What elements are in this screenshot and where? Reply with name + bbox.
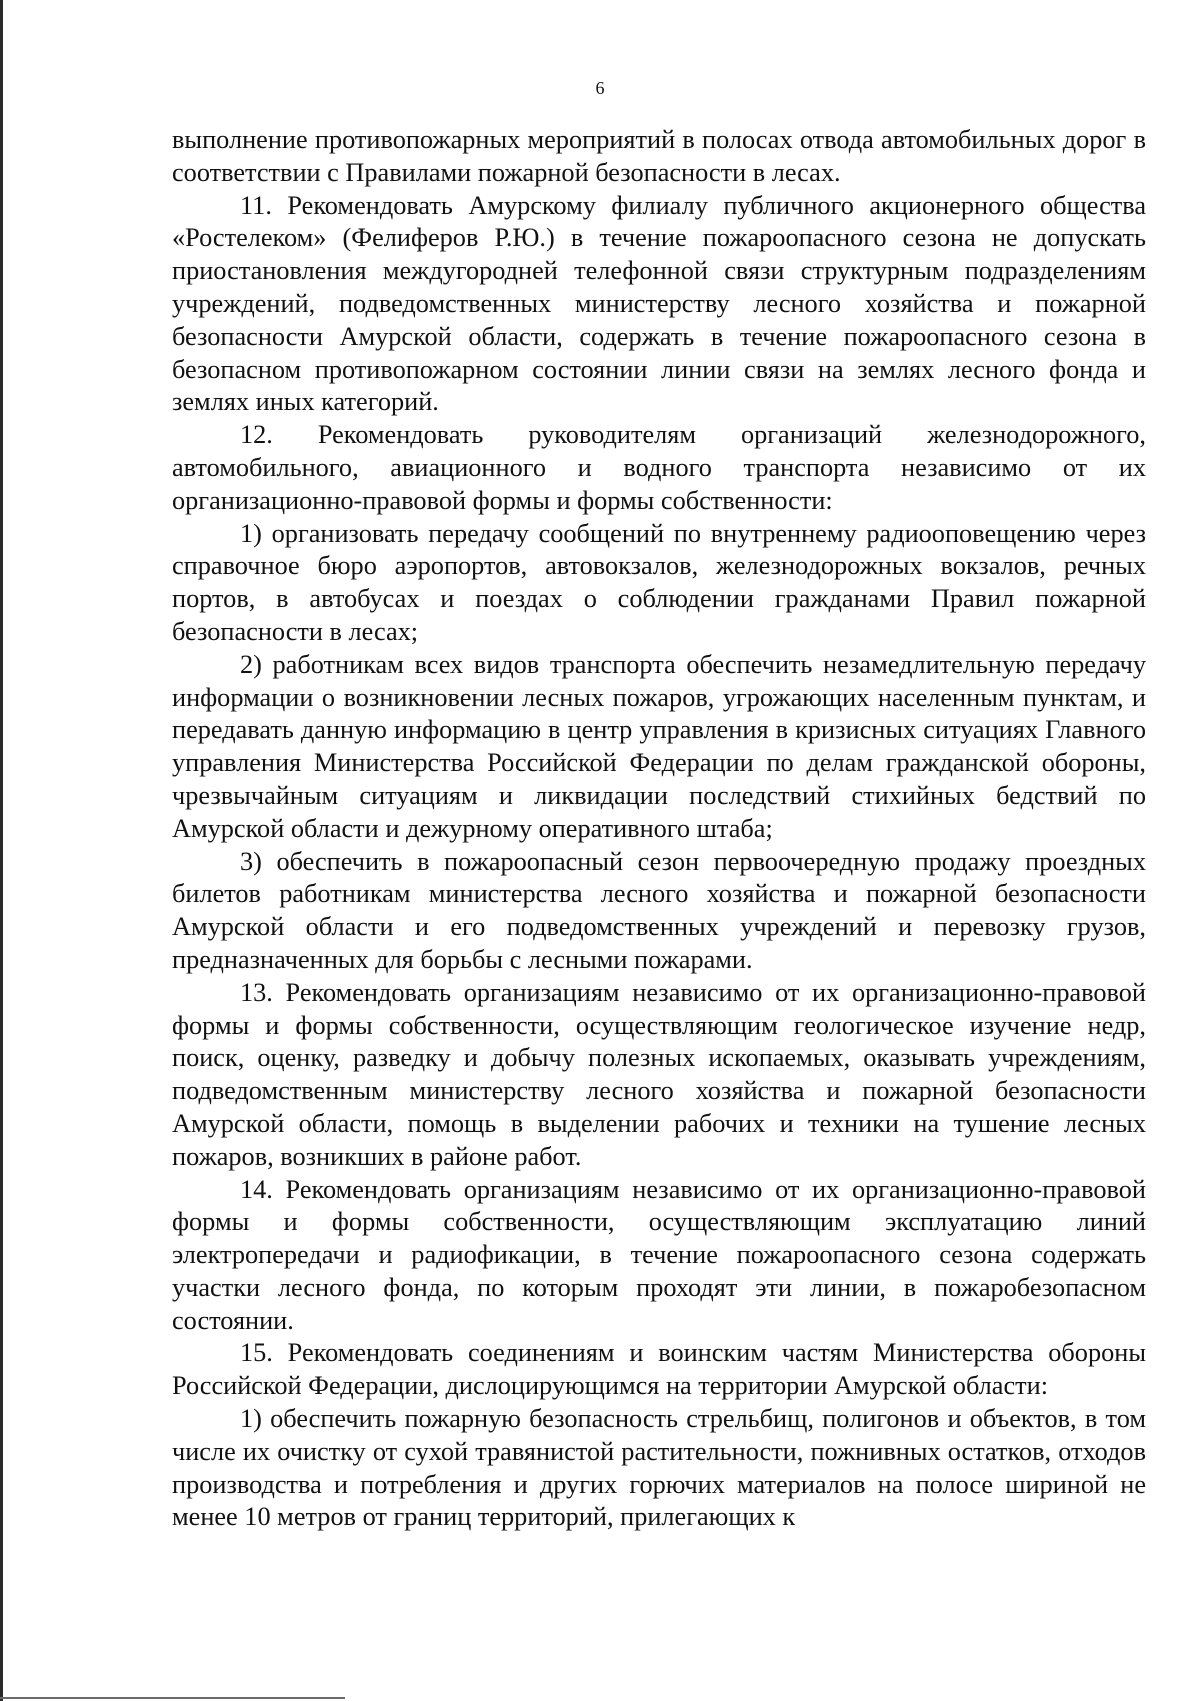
paragraph-item-12: 12. Рекомендовать руководителям организаций железнодорожного, автомобильного, авиационного и водного транспорта независимо от их организационно-правовой формы и формы собственности:	[172, 420, 1146, 515]
paragraph-item-12-sub-2: 2) работникам всех видов транспорта обеспечить незамедлительную передачу информации о возникновении лесных пожаров, угрожающих населенным пунктам, и передавать данную информацию в центр управления в кризисных ситуациях Главного управления Министерства Российской Федерации по делам гражданской обороны, чрезвычайным ситуациям и ликвидации последствий стихийных бедствий по Амурской области и дежурному оперативного штаба;	[172, 649, 1146, 843]
document-body	[172, 124, 1146, 1534]
paragraph-item-15: 15. Рекомендовать соединениям и воинским частям Министерства обороны Российской Федерации, дислоцирующимся на территории Амурской области:	[172, 1338, 1146, 1401]
paragraph-item-12-sub-3: 3) обеспечить в пожароопасный сезон первоочередную продажу проездных билетов работникам министерства лесного хозяйства и пожарной безопасности Амурской области и его подведомственных учреждений и перевозку грузов, предназначенных для борьбы с лесными пожарами.	[172, 846, 1146, 974]
paragraph-item-15-sub-1: 1) обеспечить пожарную безопасность стрельбищ, полигонов и объектов, в том числе их очистку от сухой травянистой растительности, пожнивных остатков, отходов производства и потребления и других горючих материалов на полосе шириной не менее 10 метров от границ территорий, прилегающих к	[172, 1404, 1146, 1532]
paragraph-item-14: 14. Рекомендовать организациям независимо от их организационно-правовой формы и формы собственности, осуществляющим эксплуатацию линий электропередачи и радиофикации, в течение пожароопасного сезона содержать участки лесного фонда, по которым проходят эти линии, в пожаробезопасном состоянии.	[172, 1174, 1146, 1335]
page-number: 6	[595, 78, 605, 98]
paragraph-item-11: 11. Рекомендовать Амурскому филиалу публичного акционерного общества «Ростелеком» (Фелиферов Р.Ю.) в течение пожароопасного сезона не допускать приостановления междугородней телефонной связи структурным подразделениям учреждений, подведомственных министерству лесного хозяйства и пожарной безопасности Амурской области, содержать в течение пожароопасного сезона в безопасном противопожарном состоянии линии связи на землях лесного фонда и землях иных категорий.	[172, 190, 1146, 417]
scan-border-bottom	[0, 1697, 345, 1699]
paragraph-item-13: 13. Рекомендовать организациям независимо от их организационно-правовой формы и формы собственности, осуществляющим геологическое изучение недр, поиск, оценку, разведку и добычу полезных ископаемых, оказывать учреждениям, подведомственным министерству лесного хозяйства и пожарной безопасности Амурской области, помощь в выделении рабочих и техники на тушение лесных пожаров, возникших в районе работ.	[172, 977, 1146, 1171]
paragraph-continuation: выполнение противопожарных мероприятий в полосах отвода автомобильных дорог в соответствии с Правилами пожарной безопасности в лесах.	[172, 125, 1146, 187]
scan-border-left	[0, 0, 3, 1701]
paragraph-item-12-sub-1: 1) организовать передачу сообщений по внутреннему радиооповещению через справочное бюро аэропортов, автовокзалов, железнодорожных вокзалов, речных портов, в автобусах и поездах о соблюдении гражданами Правил пожарной безопасности в лесах;	[172, 518, 1146, 646]
